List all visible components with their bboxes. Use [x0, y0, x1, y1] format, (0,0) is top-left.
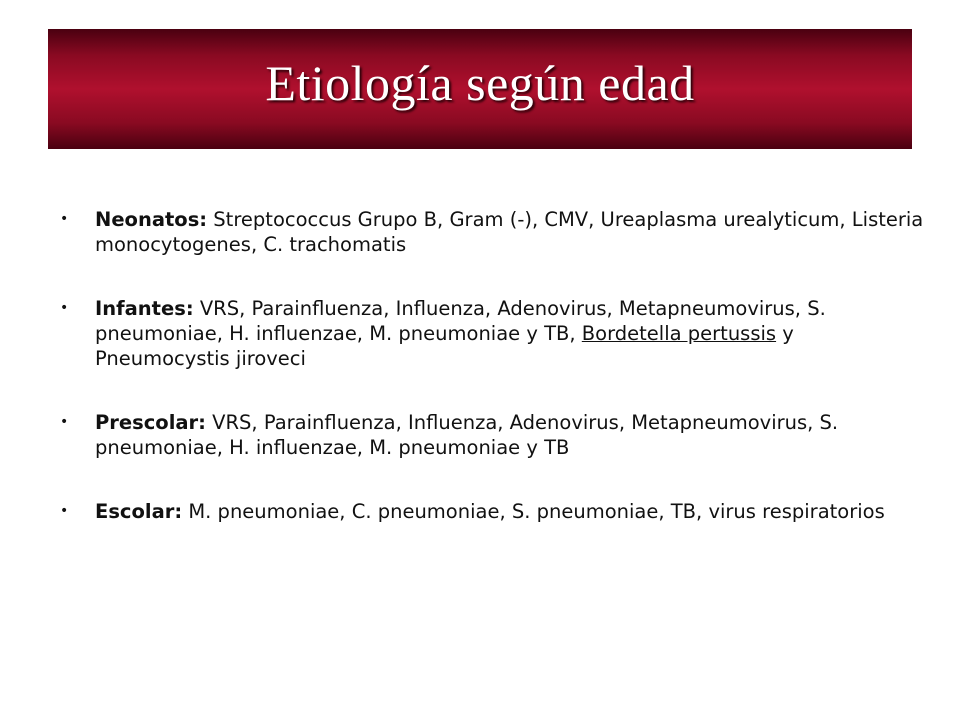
bullet-icon: •	[60, 414, 69, 430]
slide-title: Etiología según edad	[265, 55, 695, 111]
item-text: Streptococcus Grupo B, Gram (-), CMV, Ureaplasma urealyticum, Listeria monocytogenes, C. trachomatis	[95, 208, 924, 256]
item-label: Prescolar:	[95, 411, 206, 434]
bullet-icon: •	[60, 211, 69, 227]
list-item-infantes	[60, 296, 930, 371]
bullet-icon: •	[60, 503, 69, 519]
item-label: Neonatos:	[95, 208, 208, 231]
title-banner	[48, 29, 912, 149]
bullet-list	[60, 207, 930, 563]
item-text: VRS, Parainfluenza, Influenza, Adenovirus, Metapneumovirus, S. pneumoniae, H. influenzae, M. pneumoniae y TB	[95, 411, 839, 459]
list-item-escolar	[60, 499, 930, 524]
bullet-icon: •	[60, 300, 69, 316]
list-item-prescolar	[60, 410, 930, 460]
item-label: Escolar:	[95, 500, 183, 523]
item-label: Infantes:	[95, 297, 194, 320]
underlined-term: Bordetella pertussis	[581, 322, 777, 345]
item-text: VRS, Parainfluenza, Influenza, Adenovirus, Metapneumovirus, S. pneumoniae, H. influenzae, M. pneumoniae y TB,	[95, 297, 826, 345]
item-text-after: y Pneumocystis jiroveci	[95, 322, 794, 370]
item-text: M. pneumoniae, C. pneumoniae, S. pneumoniae, TB, virus respiratorios	[182, 500, 885, 523]
list-item-neonatos	[60, 207, 930, 257]
